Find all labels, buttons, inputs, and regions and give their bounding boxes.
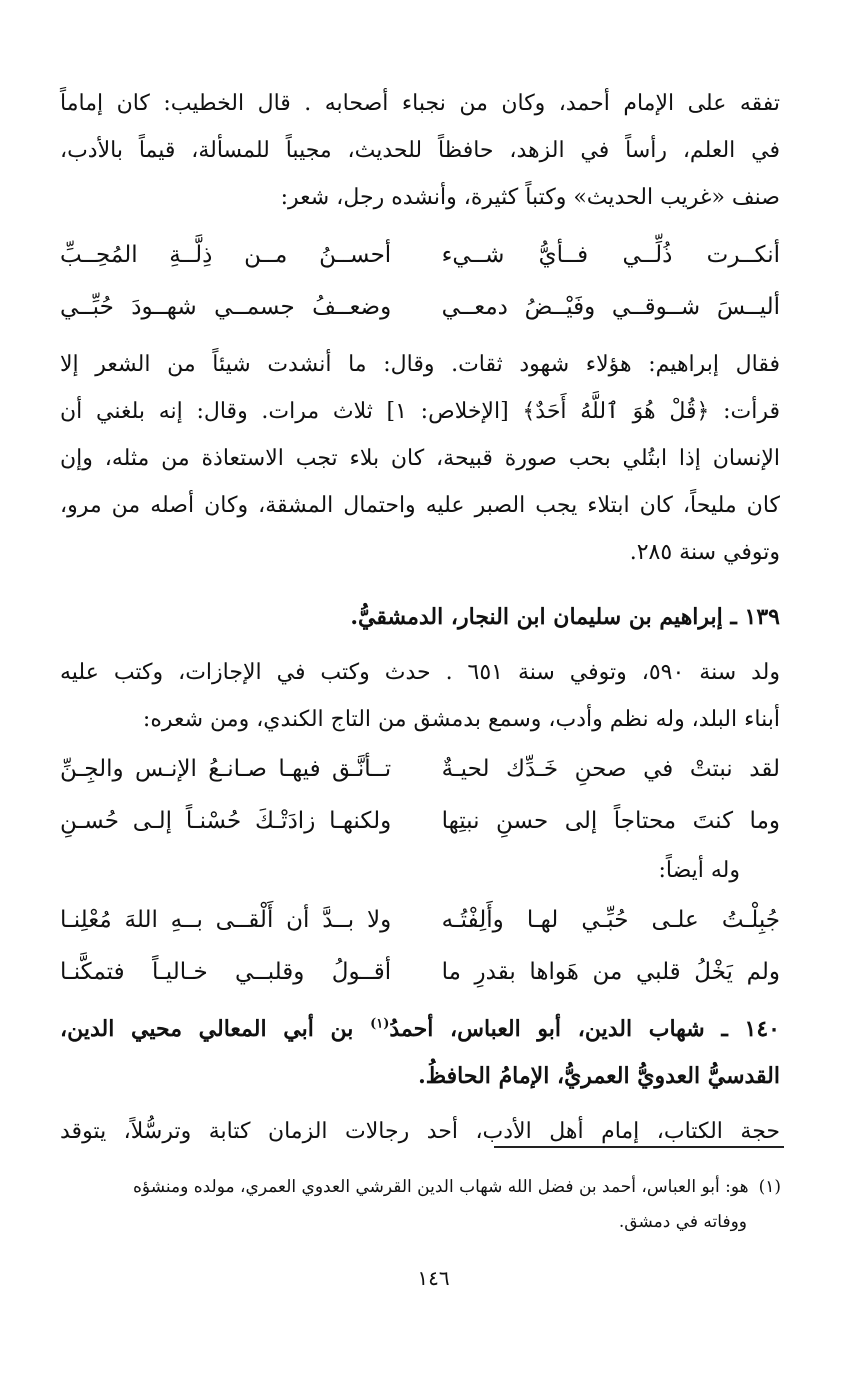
page-number: ١٤٦ [417,1266,450,1290]
footnote-line [61,1170,781,1205]
verse-second-hemistich: ولا بــدَّ أن أَلْقــى بــهِ اللهَ مُعْلِنـا [60,907,392,933]
verse-first-hemistich: لقد نبتتْ في صحنِ خَـدِّك لحيـةٌ [441,756,780,782]
verse-first-hemistich: أنكــرت ذُلِّــي فــأيُّ شــيء [441,242,780,268]
verse-second-hemistich: وضعــفُ جسمــي شهــودَ حُبِّــي [60,294,392,320]
text-line: ولد سنة ٥٩٠، وتوفي سنة ٦٥١ . حدث وكتب في الإجازات، وكتب عليه [60,660,780,685]
text-line: الإنسان إذا ابتُلي بحب صورة قبيحة، كان بلاء تجب الاستعاذة من مثله، وإن [60,446,780,471]
verse-line [60,946,780,998]
verse-first-hemistich: ولم يَخْلُ قلبي من هَواها بقدرِ ما [441,959,780,985]
verse-line [60,894,780,946]
entry-139-heading: ١٣٩ ـ إبراهيم بن سليمان ابن النجار، الدمشقيُّ. [350,604,780,630]
entry-140-heading [60,1006,780,1100]
paragraph-entry-139 [60,649,780,743]
verse-first-hemistich: أليــسَ شــوقــي وفَيْــضُ دمعــي [441,294,780,320]
text-line: كان مليحاً، كان ابتلاء يجب الصبر عليه واحتمال المشقة، وكان أصله من مرو، [60,493,780,518]
text-line: فقال إبراهيم: هؤلاء شهود ثقات. وقال: ما أنشدت شيئاً من الشعر إلا [60,352,780,377]
verse-line [60,229,780,281]
text-line: وتوفي سنة ٢٨٥. [629,540,780,565]
text-line: صنف «غريب الحديث» وكتباً كثيرة، وأنشده رجل، شعر: [280,185,780,210]
poem-1 [60,229,780,333]
verse-second-hemistich: أحســنُ مــن ذِلَّــةِ المُحِــبِّ [60,242,392,268]
verse-second-hemistich: تــأنَّـق فيهـا صـانـعُ الإنـس والجِـنِّ [60,756,392,782]
verse-line [60,795,780,847]
text-line: القدسيُّ العدويُّ العمريُّ، الإمامُ الحافظُ. [418,1063,780,1089]
footnote [61,1170,781,1240]
footnote-text: هو: أبو العباس، أحمد بن فضل الله شهاب الدين القرشي العدوي العمري، مولده ومنشؤه [133,1177,749,1197]
text-line [60,1006,780,1053]
entry-140-name-continued: بن أبي المعالي محيي الدين، [60,1016,354,1042]
text-line: قرأت: ﴿قُلْ هُوَ ٱللَّهُ أَحَدٌ﴾ [الإخلاص: ١] ثلاث مرات. وقال: إنه بلغني أن [60,399,781,424]
entry-140-name: ١٤٠ ـ شهاب الدين، أبو العباس، أحمدُ [389,1016,780,1042]
also-label: وله أيضاً: [658,858,740,883]
page-body [60,80,780,1155]
verse-line [60,743,780,795]
text-line: تفقه على الإمام أحمد، وكان من نجباء أصحابه . قال الخطيب: كان إماماً [60,91,780,116]
text-line: في العلم، رأساً في الزهد، حافظاً للحديث، مجيباً للمسألة، قيماً بالأدب، [60,138,780,163]
footnote-marker: (١) [758,1177,781,1197]
text-line: حجة الكتاب، إمام أهل الأدب، أحد رجالات الزمان كتابة وترسُّلاً، يتوقد [60,1119,780,1144]
verse-line [60,281,780,333]
poem-3 [60,894,780,998]
paragraph-ibrahim [60,341,780,576]
verse-first-hemistich: جُبِلْـتُ علـى حُبِّـي لهـا وأَلِفْتُـه [441,907,780,933]
paragraph-intro [60,80,780,221]
verse-first-hemistich: وما كنتَ محتاجاً إلى حسنِ نبتِها [441,808,780,834]
text-line: أبناء البلد، وله نظم وأدب، وسمع بدمشق من التاج الكندي، ومن شعره: [142,707,780,732]
poem-2 [60,743,780,847]
footnote-line: ووفاته في دمشق. [618,1212,747,1232]
verse-second-hemistich: أقــولُ وقلبــي خـاليـاً فتمكَّنـا [60,959,392,985]
footnote-divider [494,1146,784,1148]
verse-second-hemistich: ولكنهـا زادَتْـكَ حُسْنـاً إلـى حُسـنِ [60,808,392,834]
footnote-reference[interactable]: (١) [370,1016,390,1032]
